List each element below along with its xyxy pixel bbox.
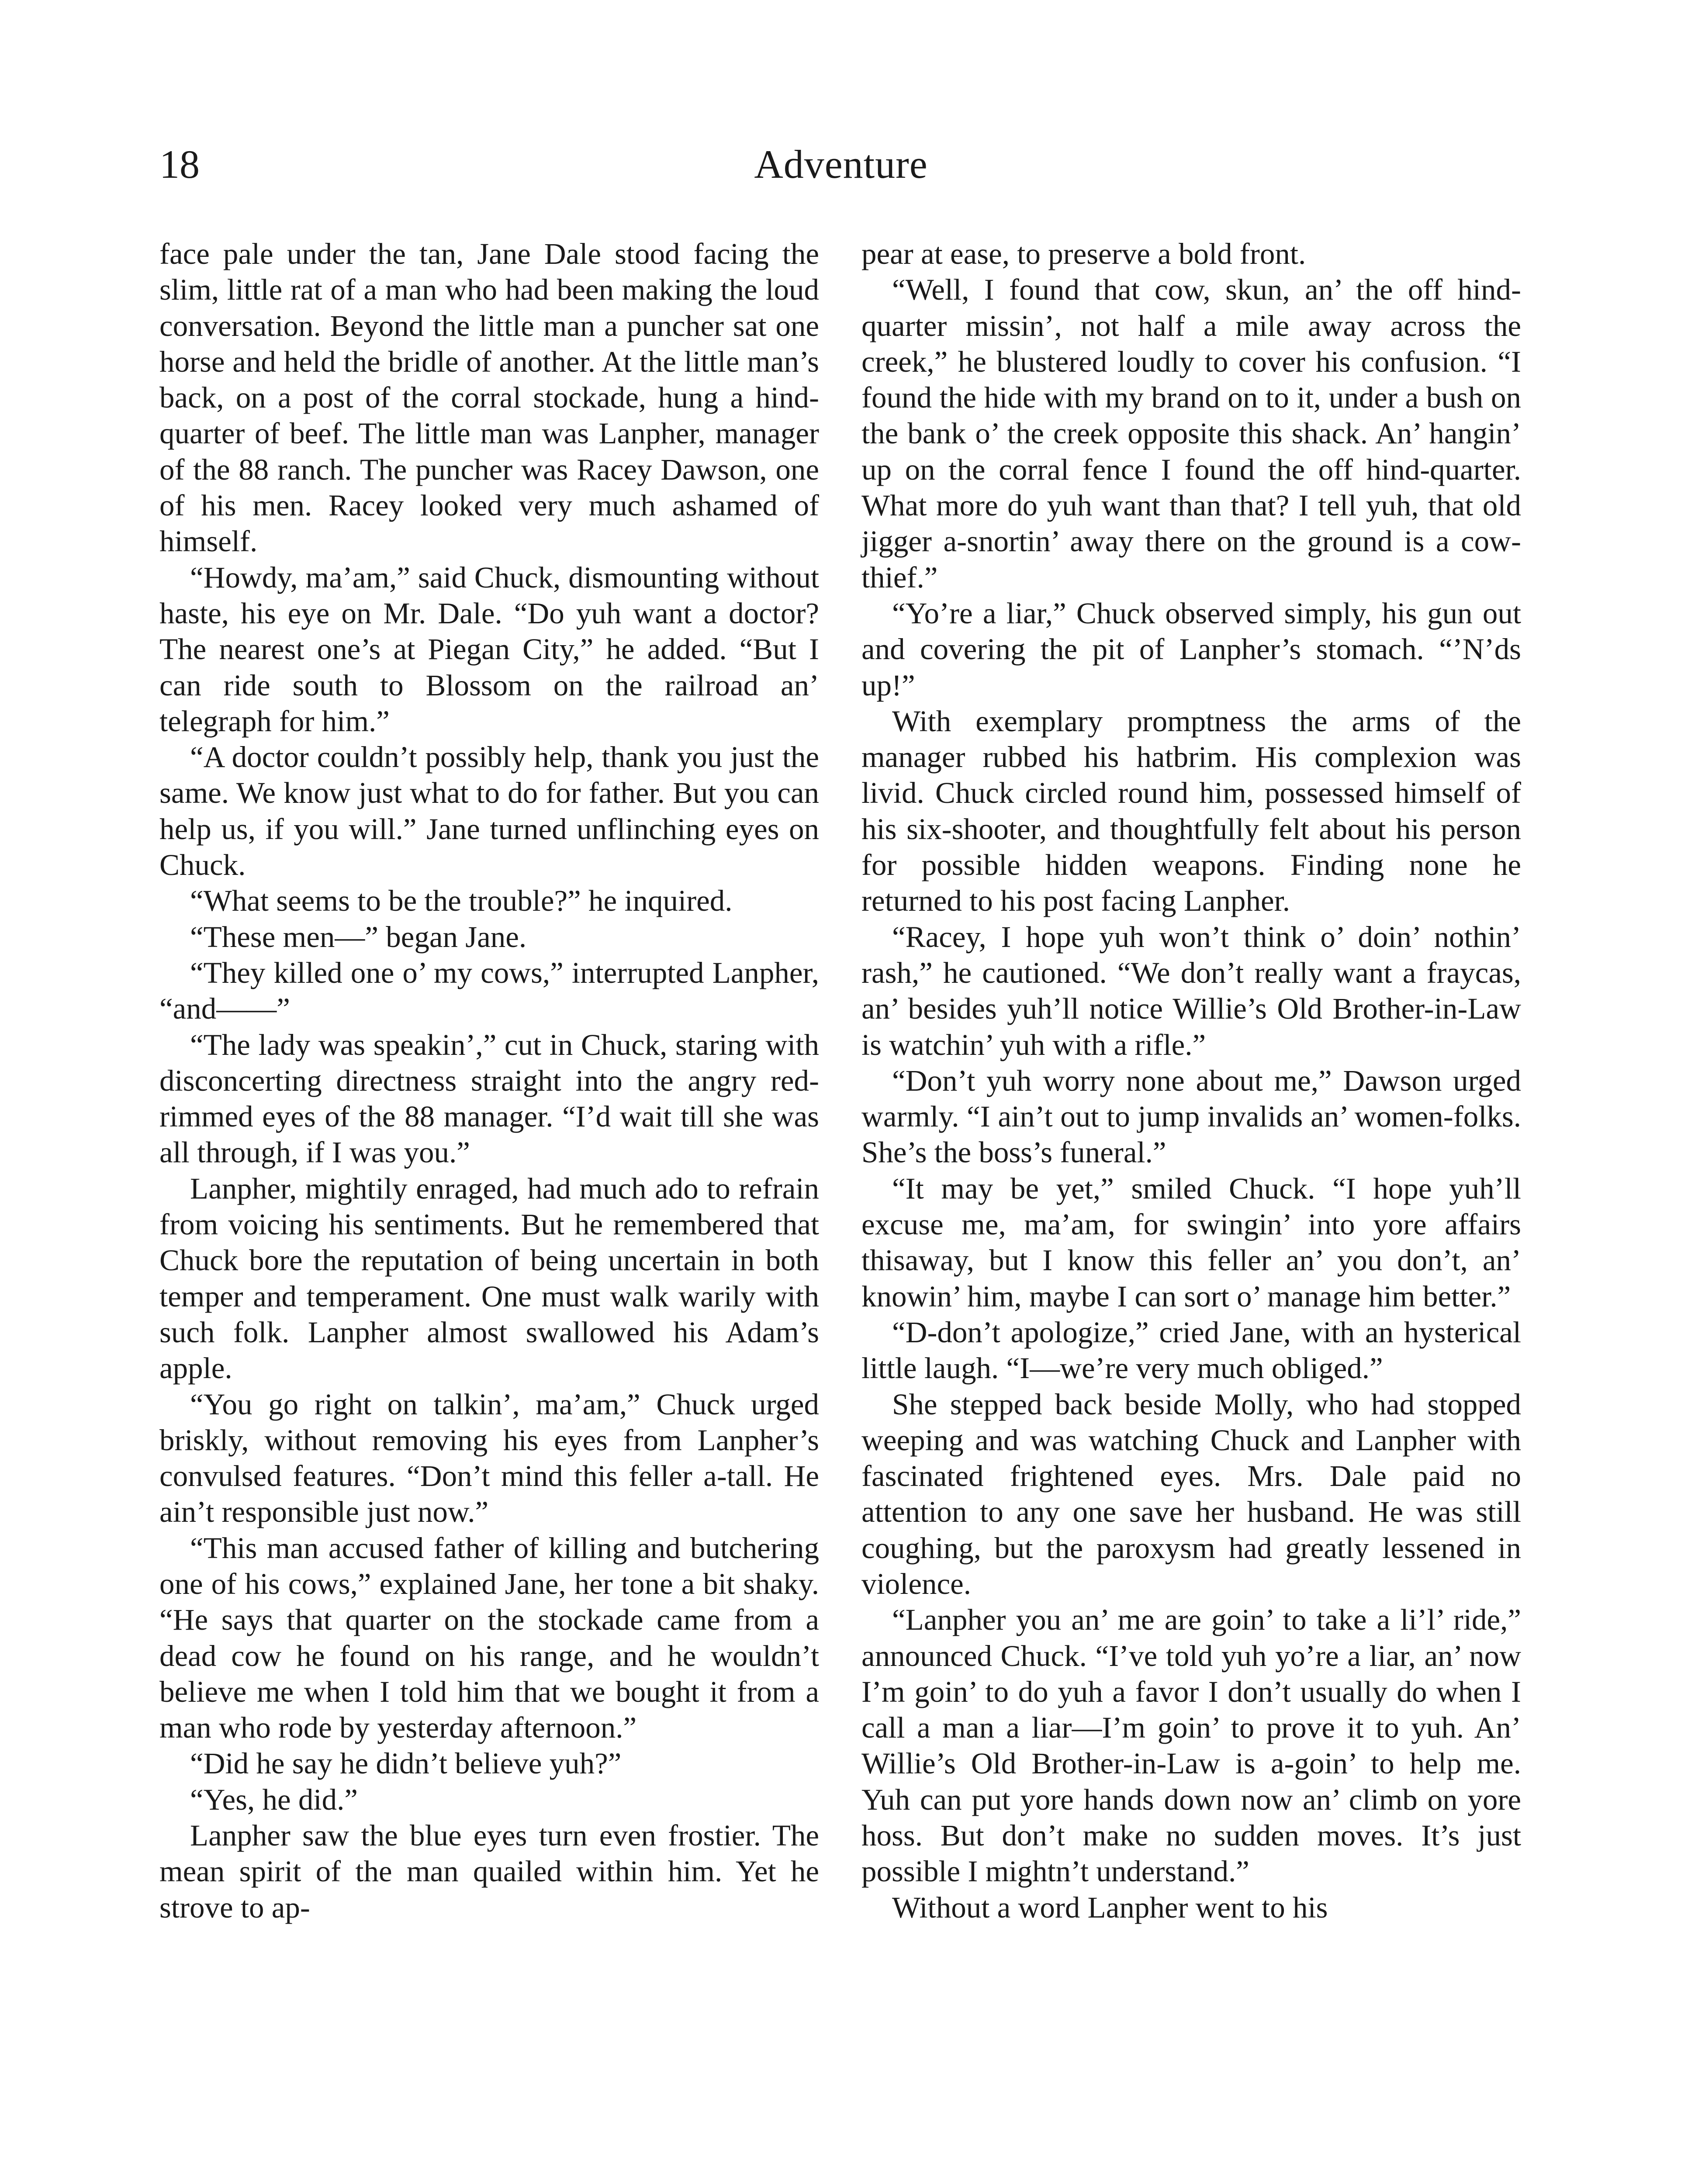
paragraph: “Lanpher you an’ me are goin’ to take a li’l’ ride,” announced Chuck. “I’ve told yuh yo’re a liar, an’ now I’m goin’ to do yuh a favor I don’t usually do when I call a man a liar—I’m goin’ to prove it to yuh. An’ Willie’s Old Brother-in-Law is a-goin’ to help me. Yuh can put yore hands down now an’ climb on yore hoss. But don’t make no sudden moves. It’s just possible I mightn’t understand.”	[861, 1603, 1521, 1888]
paragraph: “Well, I found that cow, skun, an’ the off hind-quarter missin’, not half a mile away across the creek,” he blustered loudly to cover his confusion. “I found the hide with my brand on to it, under a bush on the bank o’ the creek opposite this shack. An’ hangin’ up on the corral fence I found the off hind-quarter. What more do yuh want than that? I tell yuh, that old jigger a-snortin’ away there on the ground is a cow-thief.”	[861, 273, 1521, 594]
paragraph: She stepped back beside Molly, who had stopped weeping and was watching Chuck and Lanpher with fascinated frightened eyes. Mrs. Dale paid no attention to any one save her husband. He was still coughing, but the paroxysm had greatly lessened in violence.	[861, 1387, 1521, 1600]
paragraph: pear at ease, to preserve a bold front.	[861, 237, 1306, 270]
paragraph: “You go right on talkin’, ma’am,” Chuck urged briskly, without removing his eyes from Lanpher’s convulsed features. “Don’t mind this feller a-tall. He ain’t responsible just now.”	[159, 1387, 819, 1529]
paragraph: “Don’t yuh worry none about me,” Dawson urged warmly. “I ain’t out to jump invalids an’ women-folks. She’s the boss’s funeral.”	[861, 1064, 1521, 1169]
paragraph: With exemplary promptness the arms of the manager rubbed his hatbrim. His complexion was livid. Chuck circled round him, possessed himself of his six-shooter, and thoughtfully felt about his person for possible hidden weapons. Finding none he returned to his post facing Lanpher.	[861, 704, 1521, 918]
paragraph: “This man accused father of killing and butchering one of his cows,” explained Jane, her tone a bit shaky. “He says that quarter on the stockade came from a dead cow he found on his range, and he wouldn’t believe me when I told him that we bought it from a man who rode by yesterday afternoon.”	[159, 1531, 819, 1745]
paragraph: “It may be yet,” smiled Chuck. “I hope yuh’ll excuse me, ma’am, for swingin’ into yore affairs thisaway, but I know this feller an’ you don’t, an’ knowin’ him, maybe I can sort o’ manage him better.”	[861, 1171, 1521, 1313]
paragraph: Without a word Lanpher went to his	[892, 1890, 1328, 1924]
running-title: Adventure	[754, 142, 928, 187]
left-column	[159, 236, 819, 1925]
page-header	[159, 131, 1522, 218]
paragraph: “Howdy, ma’am,” said Chuck, dismounting without haste, his eye on Mr. Dale. “Do yuh want a doctor? The nearest one’s at Piegan City,” he added. “But I can ride south to Blossom on the railroad an’ telegraph for him.”	[159, 560, 819, 738]
right-column	[861, 236, 1521, 1925]
paragraph: “Racey, I hope yuh won’t think o’ doin’ nothin’ rash,” he cautioned. “We don’t really want a fraycas, an’ besides yuh’ll notice Willie’s Old Brother-in-Law is watchin’ yuh with a rifle.”	[861, 920, 1521, 1061]
paragraph: “D-don’t apologize,” cried Jane, with an hysterical little laugh. “I—we’re very much obliged.”	[861, 1315, 1521, 1385]
paragraph: Lanpher, mightily enraged, had much ado to refrain from voicing his sentiments. But he remembered that Chuck bore the reputation of being uncertain in both temper and temperament. One must walk warily with such folk. Lanpher almost swallowed his Adam’s apple.	[159, 1171, 819, 1385]
paragraph: “The lady was speakin’,” cut in Chuck, staring with disconcerting directness straight into the angry red-rimmed eyes of the 88 manager. “I’d wait till she was all through, if I was you.”	[159, 1028, 819, 1169]
paragraph: “Did he say he didn’t believe yuh?”	[190, 1747, 622, 1780]
paragraph: “Yo’re a liar,” Chuck observed simply, his gun out and covering the pit of Lanpher’s stomach. “’N’ds up!”	[861, 596, 1521, 702]
paragraph: “A doctor couldn’t possibly help, thank you just the same. We know just what to do for father. But you can help us, if you will.” Jane turned unflinching eyes on Chuck.	[159, 740, 819, 882]
paragraph: “They killed one o’ my cows,” interrupted Lanpher, “and——”	[159, 956, 819, 1026]
paragraph: Lanpher saw the blue eyes turn even frostier. The mean spirit of the man quailed within him. Yet he strove to ap-	[159, 1819, 819, 1924]
paragraph: face pale under the tan, Jane Dale stood facing the slim, little rat of a man who had been making the loud conversation. Beyond the little man a puncher sat one horse and held the bridle of another. At the little man’s back, on a post of the corral stockade, hung a hind-quarter of beef. The little man was Lanpher, manager of the 88 ranch. The puncher was Racey Dawson, one of his men. Racey looked very much ashamed of himself.	[159, 237, 819, 558]
paragraph: “These men—” began Jane.	[190, 920, 527, 954]
paragraph: “Yes, he did.”	[190, 1783, 358, 1816]
page-number: 18	[159, 142, 200, 187]
paragraph: “What seems to be the trouble?” he inquired.	[190, 884, 733, 918]
